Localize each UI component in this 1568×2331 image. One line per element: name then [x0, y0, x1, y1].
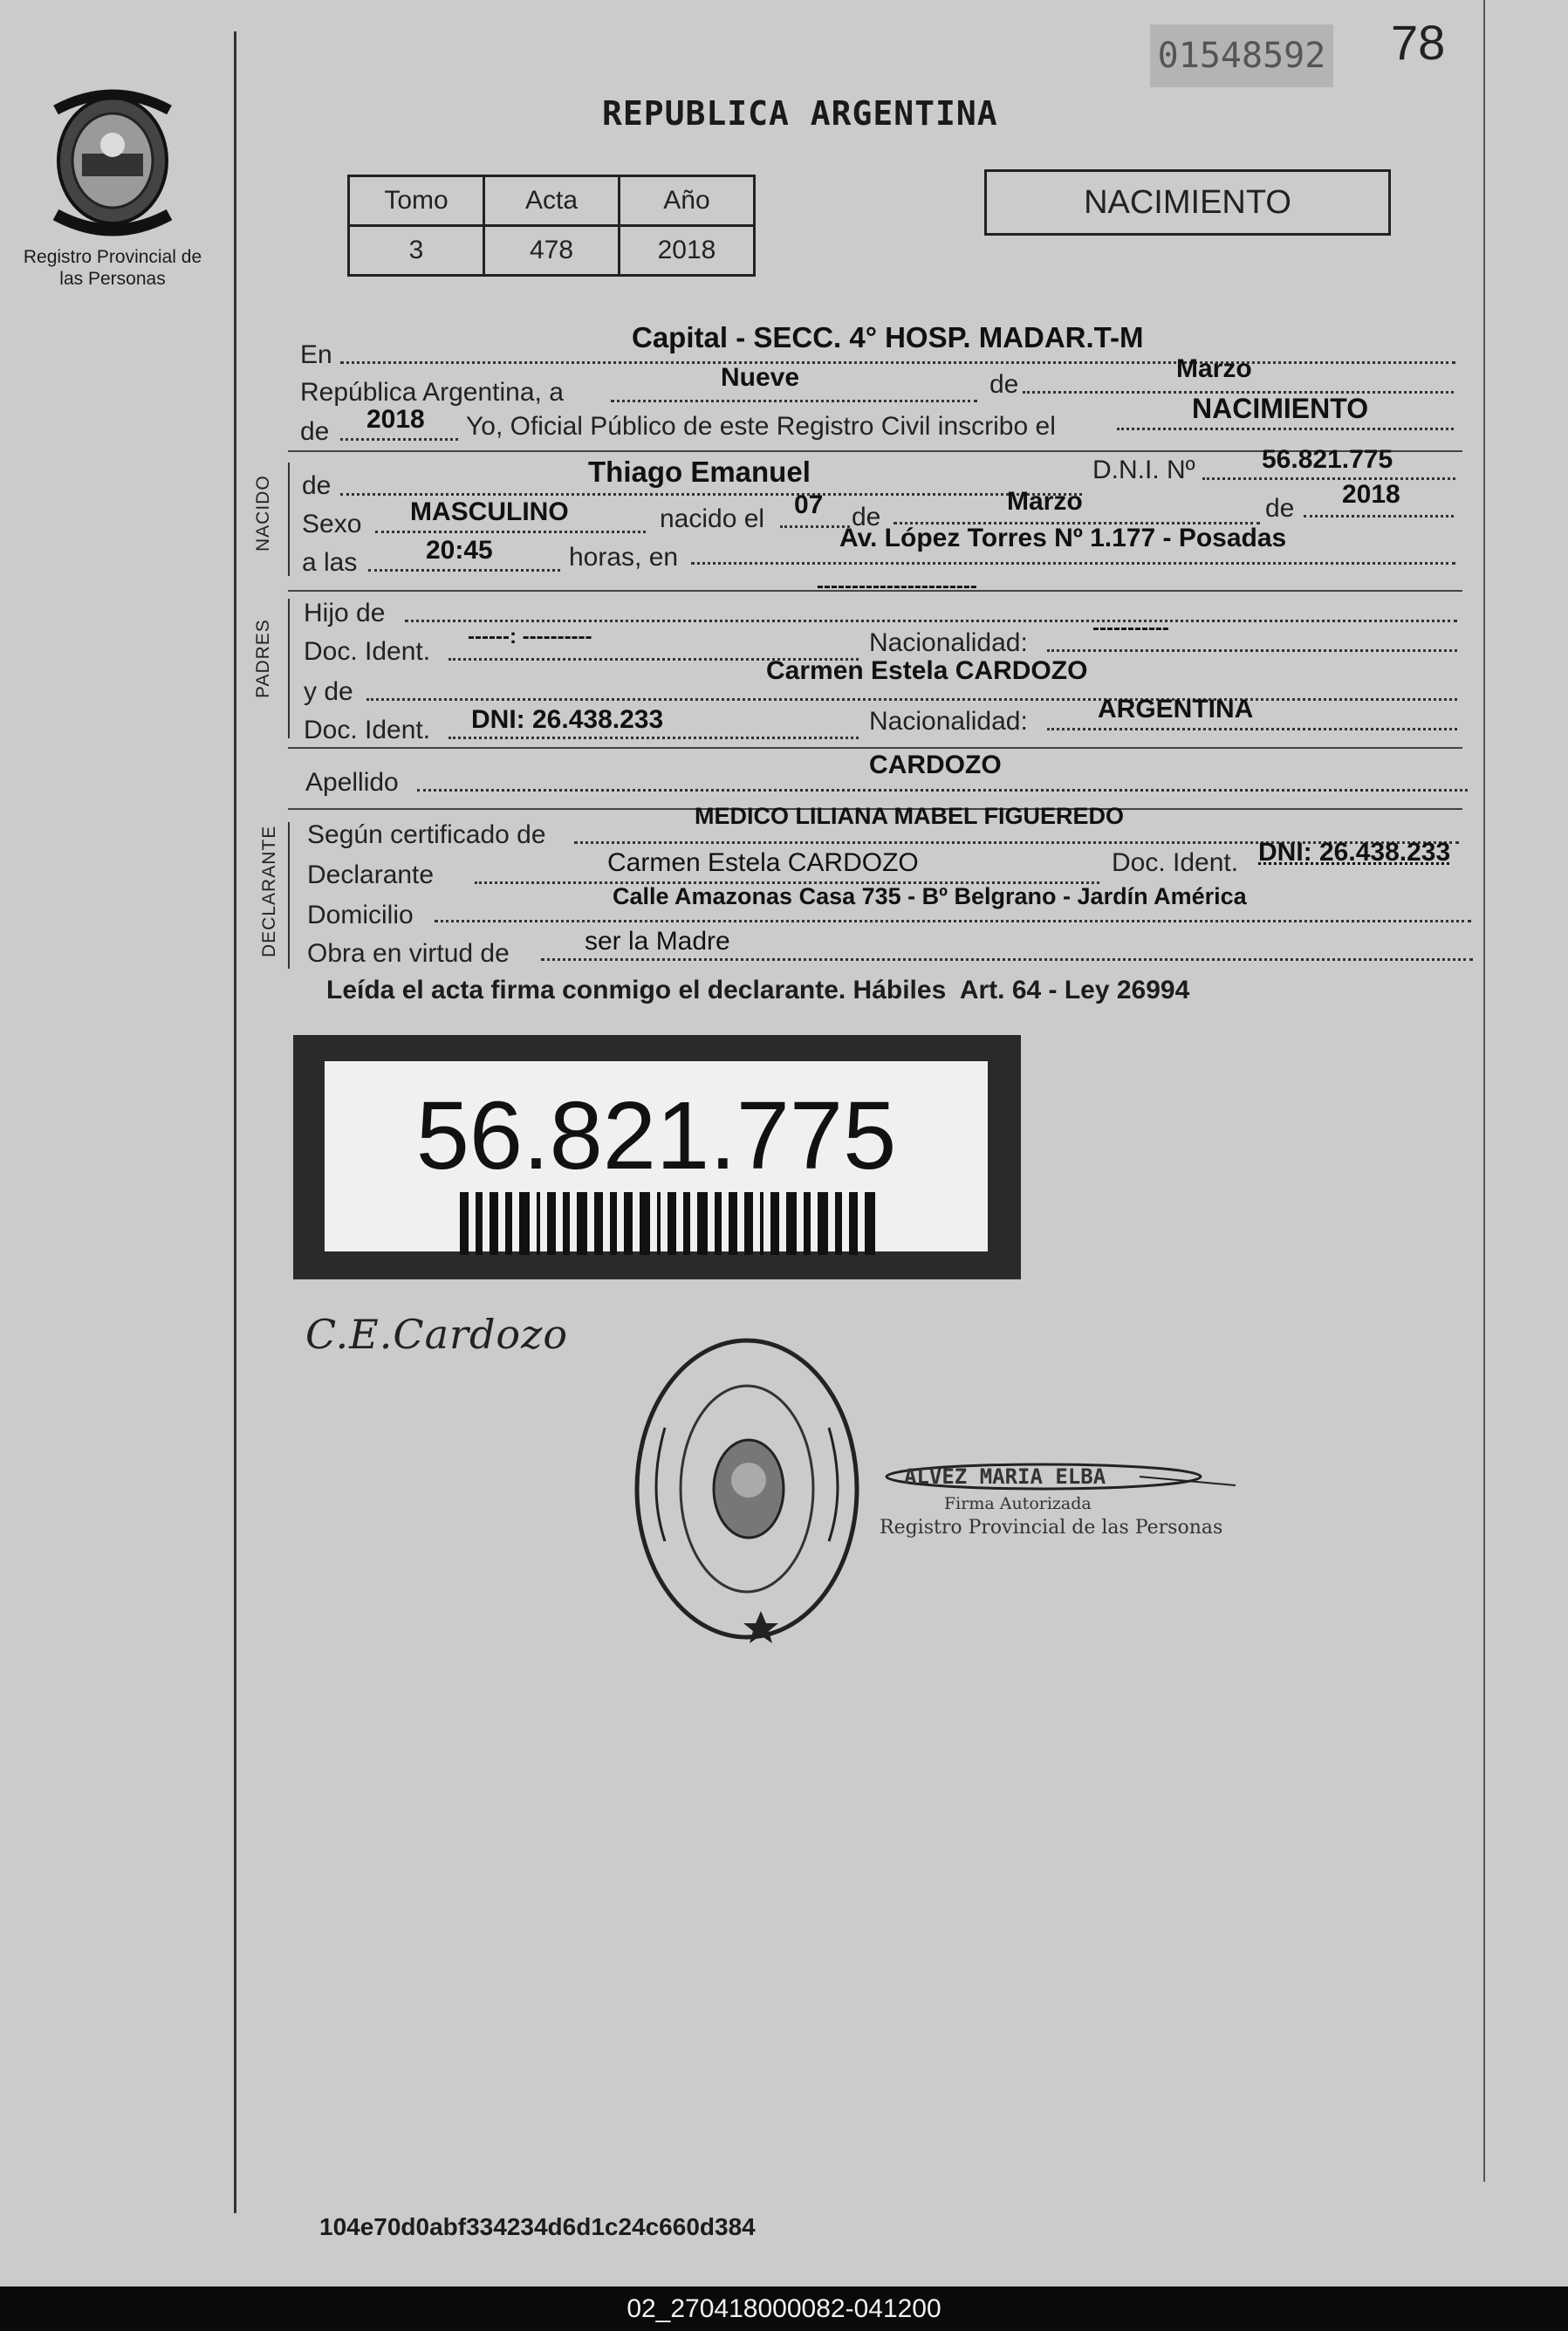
label-domicilio: Domicilio — [307, 901, 414, 929]
divider — [288, 747, 1462, 749]
dotted-line — [691, 562, 1455, 565]
label-republica: República Argentina, a — [300, 378, 564, 407]
table-value-ano: 2018 — [620, 226, 755, 276]
table-header-ano: Año — [620, 176, 755, 226]
table-header-tomo: Tomo — [349, 176, 484, 226]
label-segun-certificado: Según certificado de — [307, 820, 546, 849]
officer-text: Yo, Oficial Público de este Registro Civil inscribo el — [466, 412, 1056, 441]
value-birth-place: Av. López Torres Nº 1.177 - Posadas — [839, 524, 1287, 552]
dotted-line — [1117, 428, 1454, 430]
label-doc-ident: Doc. Ident. — [1112, 848, 1239, 877]
closing-statement: Leída el acta firma conmigo el declarante. Hábiles Art. 64 - Ley 26994 — [326, 976, 1190, 1004]
section-label-nacido: NACIDO — [253, 475, 273, 552]
dni-barcode-box — [293, 1035, 1021, 1279]
dotted-line — [340, 438, 458, 441]
value-place: Capital - SECC. 4° HOSP. MADAR.T-M — [632, 321, 1144, 353]
section-bar-nacido — [288, 463, 290, 576]
dotted-line — [1047, 649, 1457, 652]
label-doc-ident: Doc. Ident. — [304, 716, 431, 744]
value-obra: ser la Madre — [585, 927, 730, 956]
table-header-acta: Acta — [484, 176, 620, 226]
label-dni: D.N.I. Nº — [1092, 456, 1195, 484]
value-father-nationality: ----------- — [1092, 616, 1169, 640]
table-value-tomo: 3 — [349, 226, 484, 276]
label-obra: Obra en virtud de — [307, 939, 510, 968]
dotted-line — [435, 920, 1471, 922]
value-month: Marzo — [1176, 354, 1252, 383]
barcode-icon — [460, 1192, 896, 1255]
barcode-number: 56.821.775 — [415, 1082, 897, 1189]
label-apellido: Apellido — [305, 768, 399, 797]
value-day: Nueve — [721, 363, 800, 392]
dotted-line — [1202, 477, 1455, 480]
value-apellido: CARDOZO — [869, 751, 1002, 779]
label-en: En — [300, 340, 332, 369]
value-certificate: MEDICO LILIANA MABEL FIGUEREDO — [695, 803, 1124, 829]
value-act: NACIMIENTO — [1192, 393, 1369, 424]
label-de: de — [1265, 494, 1295, 523]
value-father: ----------------------- — [817, 574, 977, 598]
dotted-line — [405, 620, 1457, 622]
dotted-line — [1047, 728, 1457, 730]
label-nacionalidad: Nacionalidad: — [869, 628, 1028, 657]
section-label-declarante: DECLARANTE — [259, 825, 279, 957]
authorized-org: Registro Provincial de las Personas — [880, 1517, 1223, 1539]
dotted-line — [448, 737, 859, 739]
footer-id-bar: 02_270418000082-041200 — [0, 2286, 1568, 2331]
label-de: de — [302, 471, 332, 500]
dotted-line — [375, 531, 646, 533]
label-a-las: a las — [302, 548, 358, 577]
value-declarante: Carmen Estela CARDOZO — [607, 848, 919, 877]
label-de: de — [989, 370, 1019, 399]
label-de: de — [300, 417, 330, 446]
barcode-inner — [325, 1061, 988, 1251]
value-time: 20:45 — [426, 536, 493, 565]
dotted-line — [340, 361, 1455, 364]
authorized-role: Firma Autorizada — [944, 1494, 1092, 1513]
left-margin-rule — [234, 31, 236, 2213]
dotted-line — [417, 789, 1468, 792]
value-birth-month: Marzo — [1007, 487, 1083, 516]
value-dni: 56.821.775 — [1262, 445, 1393, 474]
value-year: 2018 — [366, 405, 425, 434]
value-mother-nationality: ARGENTINA — [1098, 695, 1254, 723]
declarant-signature: C.E.Cardozo — [305, 1311, 569, 1358]
value-declarante-doc: DNI: 26.438.233 — [1258, 838, 1451, 867]
serial-number: 01548592 — [1150, 24, 1333, 87]
label-nacionalidad: Nacionalidad: — [869, 707, 1028, 736]
authorized-name: ALVEZ MARIA ELBA — [904, 1464, 1106, 1489]
section-bar-padres — [288, 599, 290, 738]
value-name: Thiago Emanuel — [588, 456, 811, 488]
label-sexo: Sexo — [302, 510, 362, 538]
page-title: REPUBLICA ARGENTINA — [602, 94, 998, 133]
value-domicilio: Calle Amazonas Casa 735 - Bº Belgrano - Jardín América — [613, 883, 1247, 909]
value-father-doc: ------: ---------- — [468, 625, 592, 648]
dotted-line — [340, 493, 1082, 496]
value-mother: Carmen Estela CARDOZO — [766, 656, 1088, 685]
document-hash: 104e70d0abf334234d6d1c24c660d384 — [319, 2213, 756, 2240]
value-birth-day: 07 — [794, 490, 824, 519]
page-number: 78 — [1391, 15, 1446, 70]
label-horas-en: horas, en — [569, 543, 679, 572]
dotted-line — [1304, 515, 1454, 518]
province-seal-logo — [38, 84, 187, 241]
right-margin-rule — [1483, 0, 1485, 2182]
section-bar-declarante — [288, 822, 290, 969]
label-nacido-el: nacido el — [660, 504, 765, 533]
label-doc-ident: Doc. Ident. — [304, 637, 431, 666]
dotted-line — [611, 400, 977, 402]
value-birth-year: 2018 — [1342, 480, 1400, 509]
label-y-de: y de — [304, 677, 353, 706]
record-table — [347, 175, 756, 277]
value-mother-doc: DNI: 26.438.233 — [471, 705, 664, 734]
label-declarante: Declarante — [307, 860, 435, 889]
table-value-acta: 478 — [484, 226, 620, 276]
act-type-box: NACIMIENTO — [984, 169, 1391, 236]
label-de: de — [852, 503, 881, 531]
registry-label: Registro Provincial de las Personas — [23, 247, 202, 289]
label-hijo-de: Hijo de — [304, 599, 386, 627]
official-stamp — [630, 1332, 864, 1646]
dotted-line — [368, 569, 560, 572]
section-label-padres: PADRES — [253, 619, 273, 698]
value-sexo: MASCULINO — [410, 497, 569, 526]
dotted-line — [366, 698, 1457, 701]
dotted-line — [541, 958, 1473, 961]
